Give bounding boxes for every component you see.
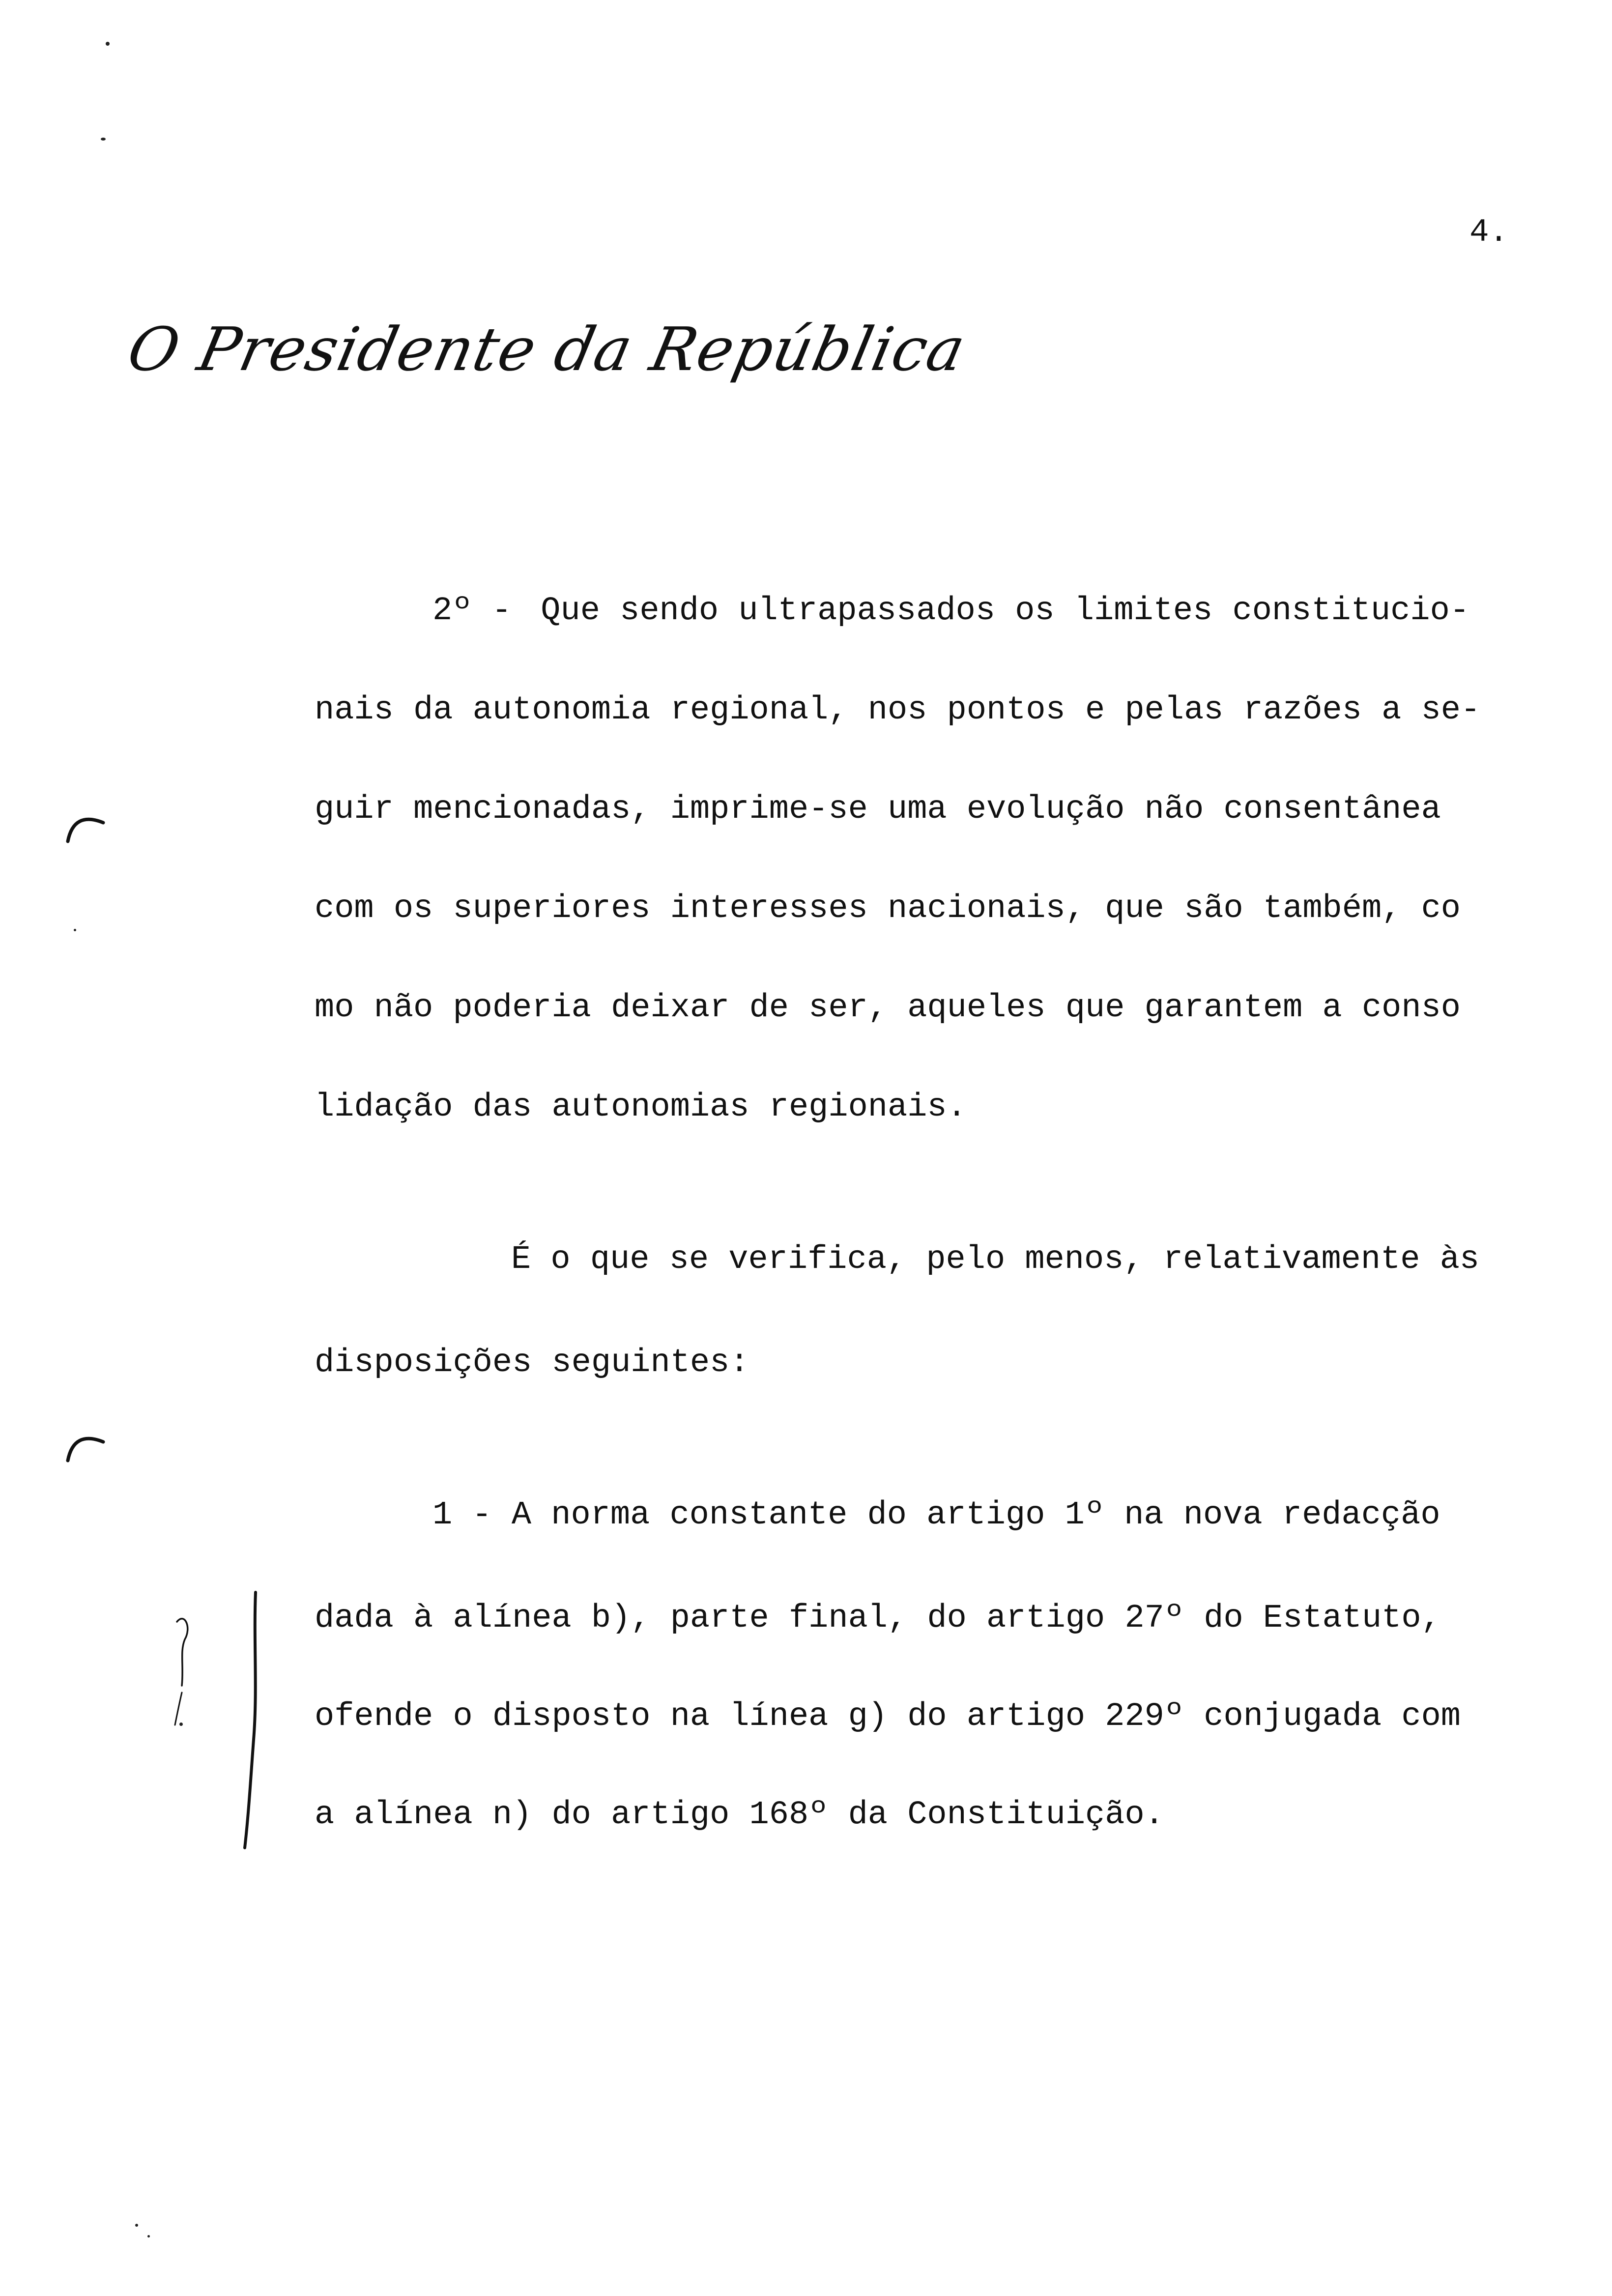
paragraph-1-line-1: [432, 592, 1469, 630]
paragraph-1-line-6: lidação das autonomias regionais.: [315, 1089, 967, 1126]
scan-speck: [179, 1722, 183, 1726]
paragraph-1-line-1-text: Que sendo ultrapassados os limites constitucio-: [541, 592, 1469, 630]
paragraph-1-line-3: guir mencionadas, imprime-se uma evolução não consentânea: [315, 791, 1441, 828]
paragraph-3-line-2: dada à alínea b), parte final, do artigo 27º do Estatuto,: [315, 1600, 1441, 1637]
item-number: 2º -: [432, 592, 512, 630]
paragraph-3-line-4: a alínea n) do artigo 168º da Constituição.: [315, 1796, 1164, 1834]
paragraph-3-line-1: 1 - A norma constante do artigo 1º na nova redacção: [432, 1496, 1440, 1534]
punch-hole-arc-upper: [64, 806, 113, 845]
paragraph-1-line-2: nais da autonomia regional, nos pontos e pelas razões a se-: [315, 691, 1481, 729]
punch-hole-arc-lower: [64, 1425, 113, 1464]
paragraph-1-line-4: com os superiores interesses nacionais, que são também, co: [315, 890, 1461, 927]
paragraph-3-line-3: ofende o disposto na línea g) do artigo 229º conjugada com: [315, 1698, 1461, 1735]
paragraph-2-line-2: disposições seguintes:: [315, 1344, 749, 1381]
scan-speck: [135, 2224, 138, 2227]
scan-speck: [106, 42, 110, 46]
page-number: 4.: [1469, 214, 1509, 251]
letterhead: O Presidente da República: [121, 315, 972, 384]
paragraph-2-line-1: É o que se verifica, pelo menos, relativamente às: [511, 1241, 1480, 1278]
scan-speck: [147, 2235, 150, 2238]
margin-annotation-bracket: [157, 1582, 275, 1858]
scan-speck: [74, 929, 76, 931]
paragraph-1-line-5: mo não poderia deixar de ser, aqueles que garantem a conso: [315, 989, 1461, 1027]
scan-speck: [101, 138, 106, 141]
